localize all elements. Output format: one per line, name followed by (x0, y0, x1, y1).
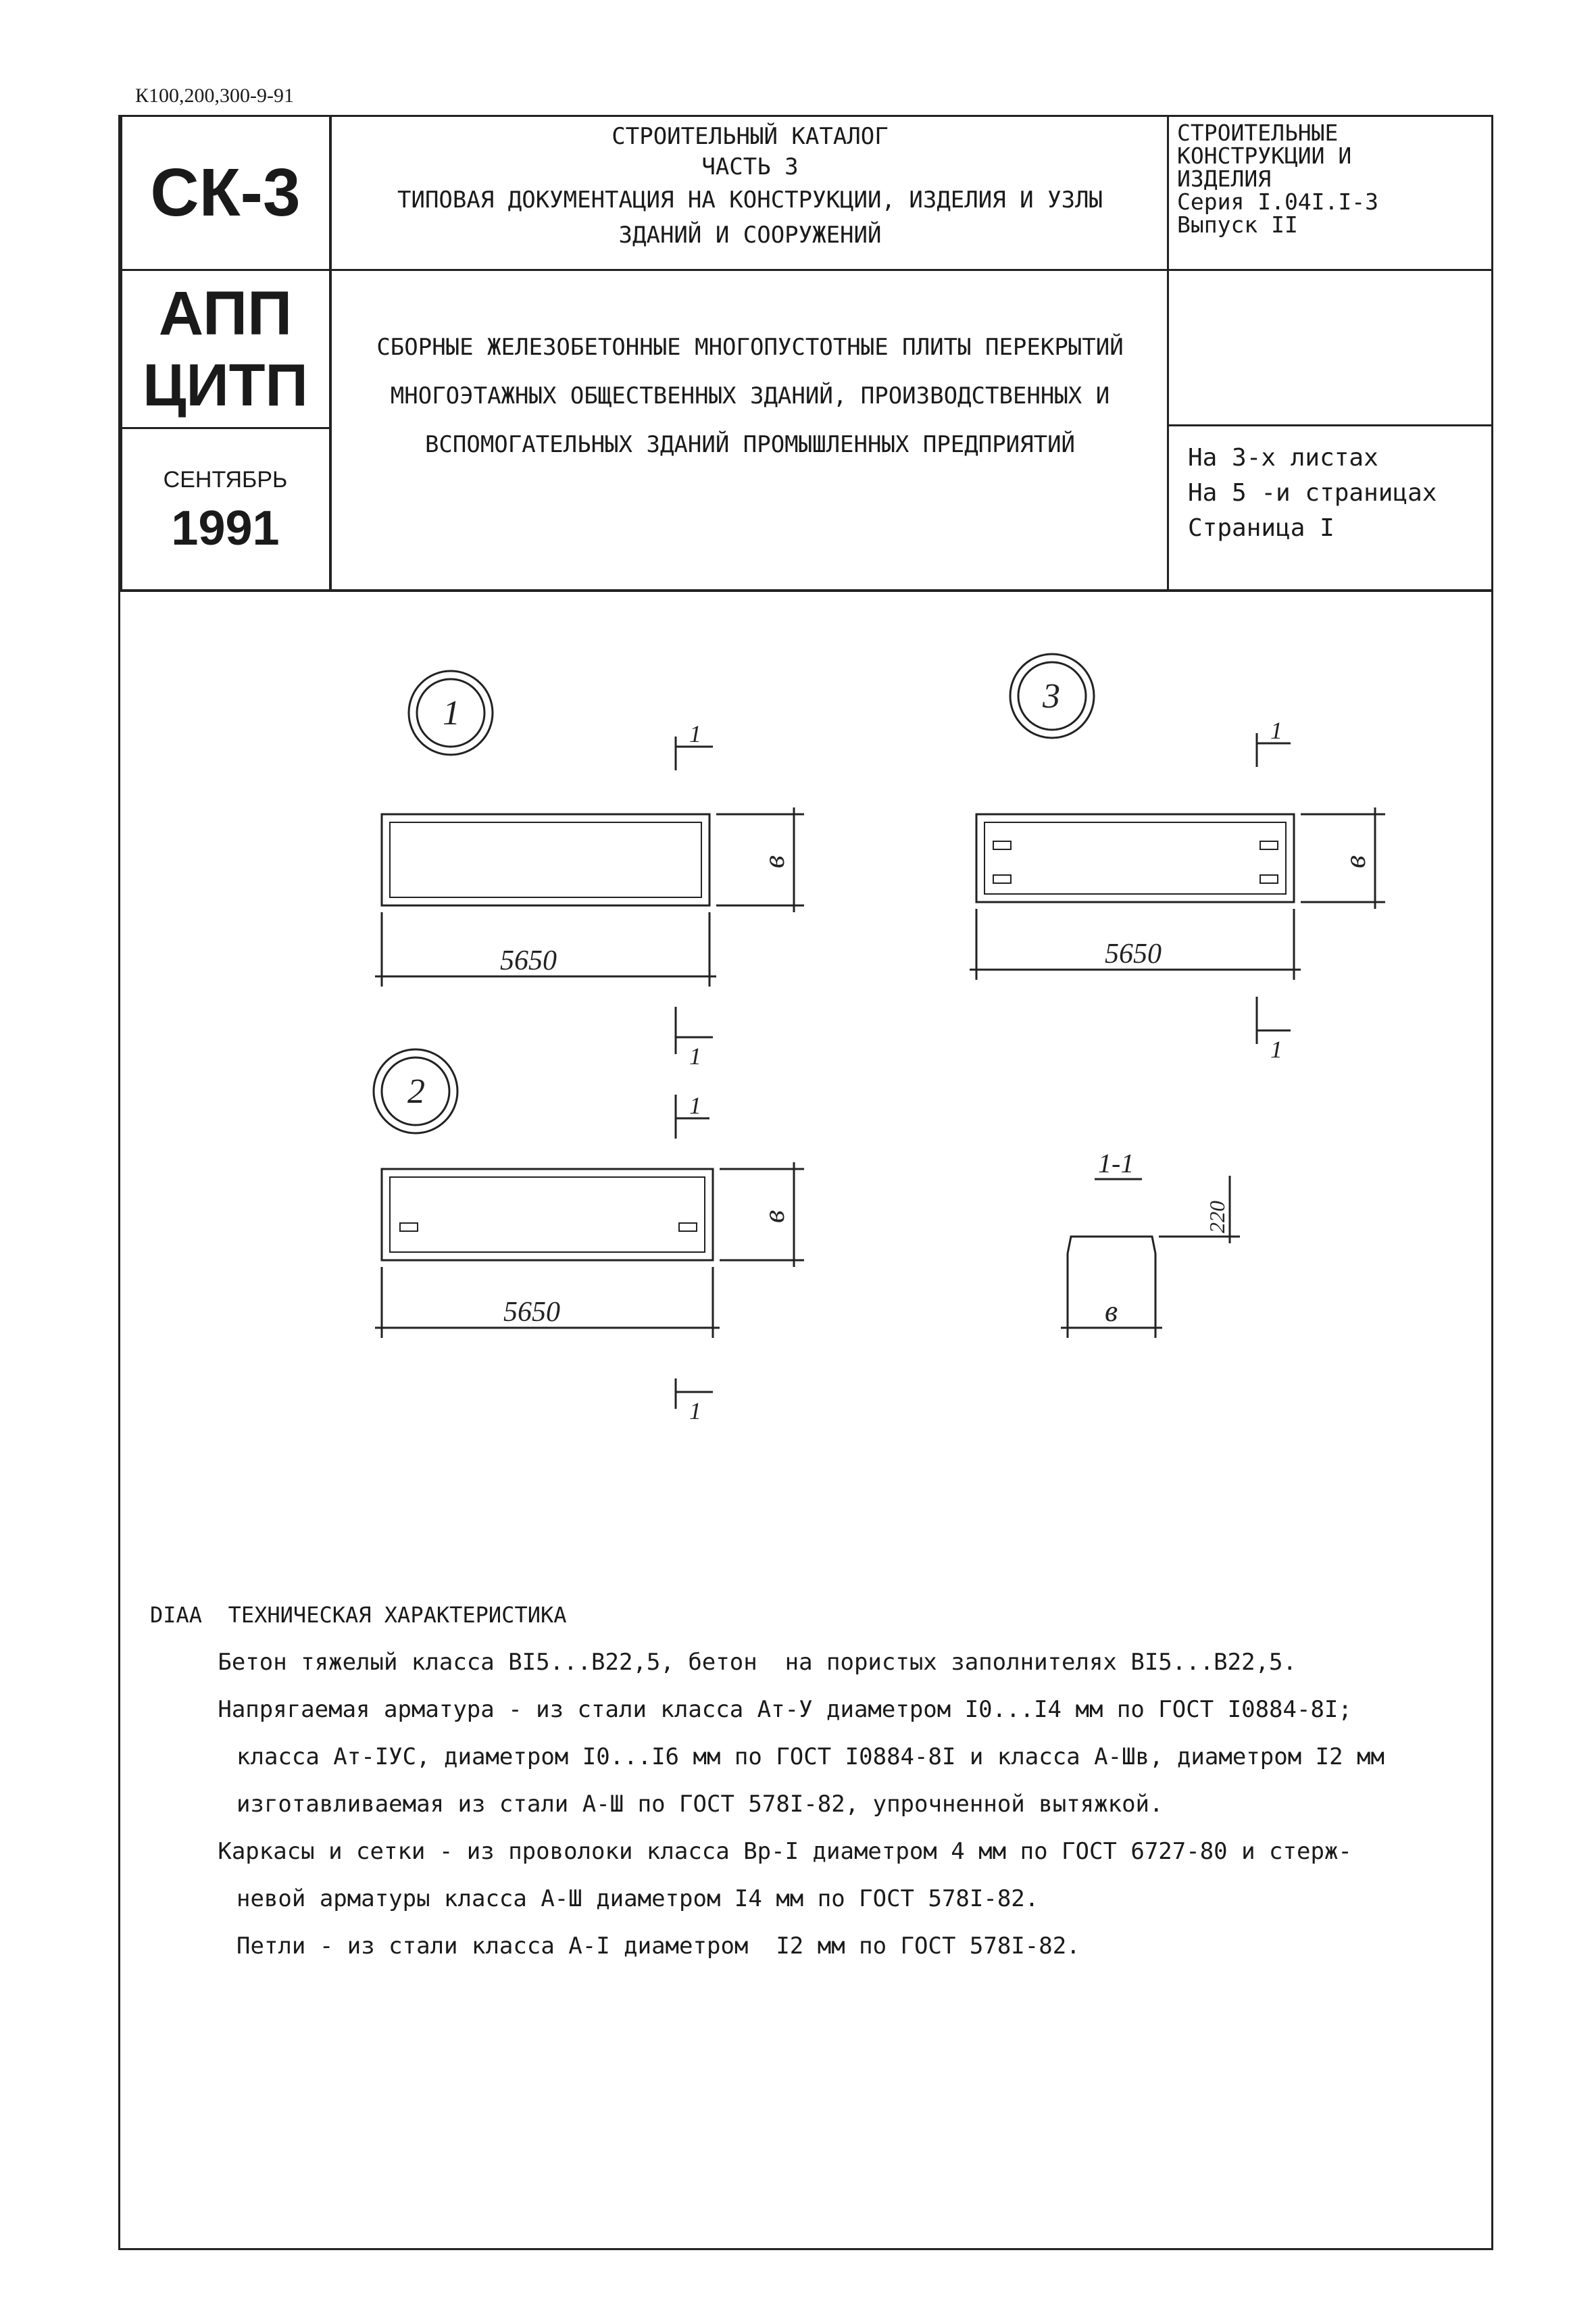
slab-1-width-label: в (757, 855, 791, 868)
variant-2-drawing (374, 1049, 804, 1409)
title-line1: СБОРНЫЕ ЖЕЛЕЗОБЕТОННЫЕ МНОГОПУСТОТНЫЕ ПЛИТЫ ПЕРЕКРЫТИЙ (376, 334, 1124, 361)
title-line3: ВСПОМОГАТЕЛЬНЫХ ЗДАНИЙ ПРОМЫШЛЕННЫХ ПРЕДПРИЯТИЙ (424, 431, 1076, 458)
tech-paragraph-7: Петли - из стали класса А-I диаметром I2 мм по ГОСТ 578I-82. (236, 1933, 1080, 1960)
publication-month: СЕНТЯБРЬ (163, 467, 288, 493)
document-code: К100,200,300-9-91 (135, 84, 294, 107)
publisher-line2: ЦИТП (143, 351, 308, 418)
tech-heading: DIAA ТЕХНИЧЕСКАЯ ХАРАКТЕРИСТИКА (150, 1602, 567, 1628)
section-mark-1b-label: 1 (689, 1043, 701, 1070)
variant-1-label: 1 (443, 694, 460, 732)
tech-paragraph-1: Бетон тяжелый класса BI5...B22,5, бетон на пористых заполнителях BI5...B22,5. (149, 1649, 1297, 1676)
section-mark-3a-label: 1 (1270, 717, 1282, 744)
sheets-count: На 3-х листах (1188, 444, 1378, 472)
title-line2: МНОГОЭТАЖНЫХ ОБЩЕСТВЕННЫХ ЗДАНИЙ, ПРОИЗВОДСТВЕННЫХ И (390, 382, 1110, 409)
category-line3: ИЗДЕЛИЯ (1177, 166, 1272, 192)
publication-year: 1991 (171, 501, 280, 555)
slab-3-outline (976, 814, 1294, 902)
category-line2: КОНСТРУКЦИИ И (1177, 143, 1352, 169)
slab-1-outline (382, 814, 709, 905)
variant-3-label: 3 (1043, 677, 1060, 716)
section-profile (1068, 1237, 1155, 1253)
slab-3-length-label: 5650 (1105, 939, 1162, 970)
section-1-1-drawing (1061, 1176, 1240, 1338)
tech-paragraph-5: Каркасы и сетки - из проволоки класса Вр-I диаметром 4 мм по ГОСТ 6727-80 и стерж- (149, 1838, 1352, 1865)
publisher-line1: АПП (158, 279, 293, 348)
category-issue: Выпуск II (1177, 211, 1298, 238)
tech-paragraph-2: Напрягаемая арматура - из стали класса Ат-У диаметром I0...I4 мм по ГОСТ I0884-8I; (149, 1696, 1352, 1723)
variant-1-drawing (375, 671, 804, 1054)
category-series: Серия I.04I.I-3 (1177, 189, 1379, 215)
tech-paragraph-4: изготавливаемая из стали А-Ш по ГОСТ 578I-82, упрочненной вытяжкой. (236, 1791, 1164, 1818)
variant-3-drawing (970, 654, 1385, 1044)
slab-1-length-label: 5650 (500, 945, 557, 976)
section-width-label: в (1105, 1295, 1118, 1328)
section-title: 1-1 (1098, 1148, 1134, 1178)
slab-3-width-label: в (1339, 855, 1372, 868)
slab-2-outline (382, 1169, 713, 1260)
pages-count: На 5 -и страницах (1188, 479, 1437, 507)
section-mark-3b-label: 1 (1270, 1036, 1282, 1063)
catalog-line2: ЧАСТЬ 3 (701, 153, 799, 180)
slab-2-length-label: 5650 (503, 1297, 560, 1328)
catalog-line3: ТИПОВАЯ ДОКУМЕНТАЦИЯ НА КОНСТРУКЦИИ, ИЗДЕЛИЯ И УЗЛЫ (397, 186, 1103, 214)
section-mark-1a-label: 1 (689, 720, 701, 747)
section-mark-2b-label: 1 (689, 1397, 701, 1424)
tech-paragraph-6: невой арматуры класса А-Ш диаметром I4 мм по ГОСТ 578I-82. (236, 1885, 1039, 1912)
category-line1: СТРОИТЕЛЬНЫЕ (1177, 120, 1339, 146)
section-mark-2a-label: 1 (689, 1092, 701, 1119)
section-height-label: 220 (1205, 1201, 1229, 1233)
slab-2-width-label: в (757, 1210, 791, 1223)
catalog-line4: ЗДАНИЙ И СООРУЖЕНИЙ (618, 222, 882, 249)
catalog-code: СК-3 (150, 155, 301, 230)
catalog-line1: СТРОИТЕЛЬНЫЙ КАТАЛОГ (612, 123, 889, 150)
variant-2-label: 2 (407, 1072, 425, 1111)
page-number: Страница I (1188, 514, 1335, 542)
tech-paragraph-3: класса Ат-IУС, диаметром I0...I6 мм по ГОСТ I0884-8I и класса А-Шв, диаметром I2 мм (236, 1743, 1385, 1770)
tech-body (149, 1639, 1480, 1970)
